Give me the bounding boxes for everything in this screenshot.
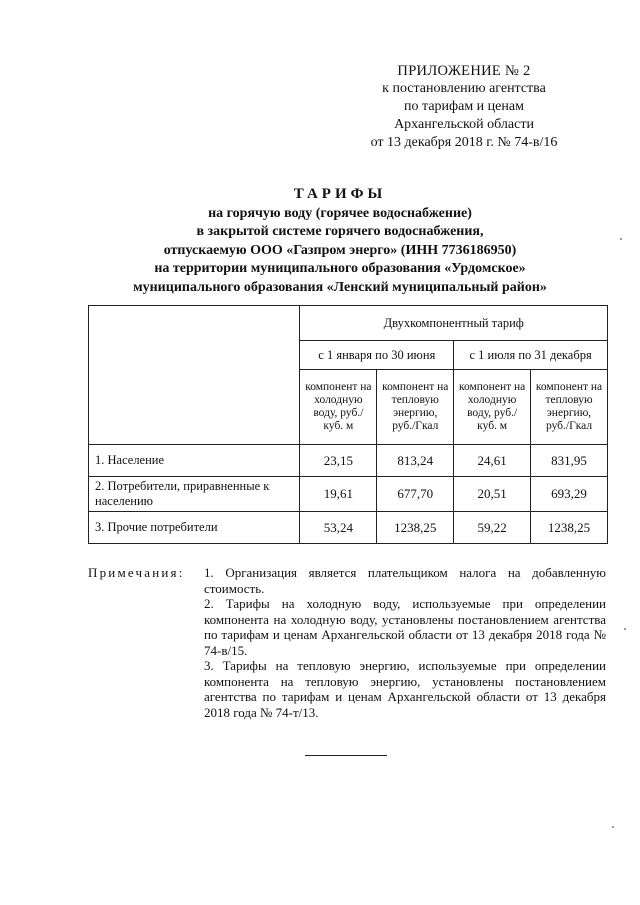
scan-speck [620, 238, 622, 240]
note-item: 3. Тарифы на тепловую энергию, используемые при определении компонента на тепловую энергию, установлены постановлением агентства по тарифам и ценам Архангельской области от 13 декабря 2018 года № 74-т/13. [204, 658, 606, 720]
row-value: 677,70 [377, 477, 454, 512]
row-value: 53,24 [300, 512, 377, 544]
row-value: 813,24 [377, 445, 454, 477]
document-title [60, 185, 620, 297]
appendix-block [340, 62, 588, 152]
row-value: 19,61 [300, 477, 377, 512]
component-header: компонент на тепловую энергию, руб./Гкал [377, 370, 454, 445]
title-main: ТАРИФЫ [293, 186, 387, 202]
appendix-line: Архангельской области [394, 117, 534, 132]
title-line: на территории муниципального образования «Урдомское» [154, 261, 526, 276]
row-value: 1238,25 [531, 512, 608, 544]
title-line: отпускаемую ООО «Газпром энерго» (ИНН 7736186950) [163, 242, 517, 258]
tariff-table [88, 305, 608, 544]
table-row [89, 512, 608, 544]
notes-list [204, 565, 606, 720]
row-value: 24,61 [454, 445, 531, 477]
period-header: с 1 июля по 31 декабря [454, 341, 608, 370]
period-header: с 1 января по 30 июня [300, 341, 454, 370]
title-line: в закрытой системе горячего водоснабжения, [196, 224, 484, 239]
closing-rule [305, 755, 387, 756]
component-header: компонент на холодную воду, руб./куб. м [454, 370, 531, 445]
row-value: 693,29 [531, 477, 608, 512]
group-header: Двухкомпонентный тариф [300, 306, 608, 341]
table-corner-cell [89, 306, 300, 445]
row-value: 831,95 [531, 445, 608, 477]
appendix-line: от 13 декабря 2018 г. № 74-в/16 [370, 135, 558, 150]
component-header: компонент на холодную воду, руб./куб. м [300, 370, 377, 445]
row-label: 1. Население [89, 445, 300, 477]
appendix-heading: ПРИЛОЖЕНИЕ № 2 [397, 63, 531, 79]
table-row [89, 445, 608, 477]
appendix-line: по тарифам и ценам [404, 99, 524, 114]
table-row [89, 477, 608, 512]
note-item: 1. Организация является плательщиком налога на добавленную стоимость. [204, 565, 606, 596]
row-value: 1238,25 [377, 512, 454, 544]
row-label: 3. Прочие потребители [89, 512, 300, 544]
row-value: 23,15 [300, 445, 377, 477]
title-line: муниципального образования «Ленский муниципальный район» [133, 279, 547, 295]
note-item: 2. Тарифы на холодную воду, используемые при определении компонента на холодную воду, установлены постановлением агентства по тарифам и ценам Архангельской области от 13 декабря 2018 года № 74-в/15. [204, 596, 606, 658]
row-value: 20,51 [454, 477, 531, 512]
component-header: компонент на тепловую энергию, руб./Гкал [531, 370, 608, 445]
row-value: 59,22 [454, 512, 531, 544]
notes-label: Примечания: [88, 565, 185, 580]
scan-speck [612, 826, 614, 828]
scan-speck [624, 628, 626, 630]
title-line: на горячую воду (горячее водоснабжение) [208, 205, 472, 221]
appendix-line: к постановлению агентства [382, 81, 546, 96]
row-label: 2. Потребители, приравненные к населению [89, 477, 300, 512]
